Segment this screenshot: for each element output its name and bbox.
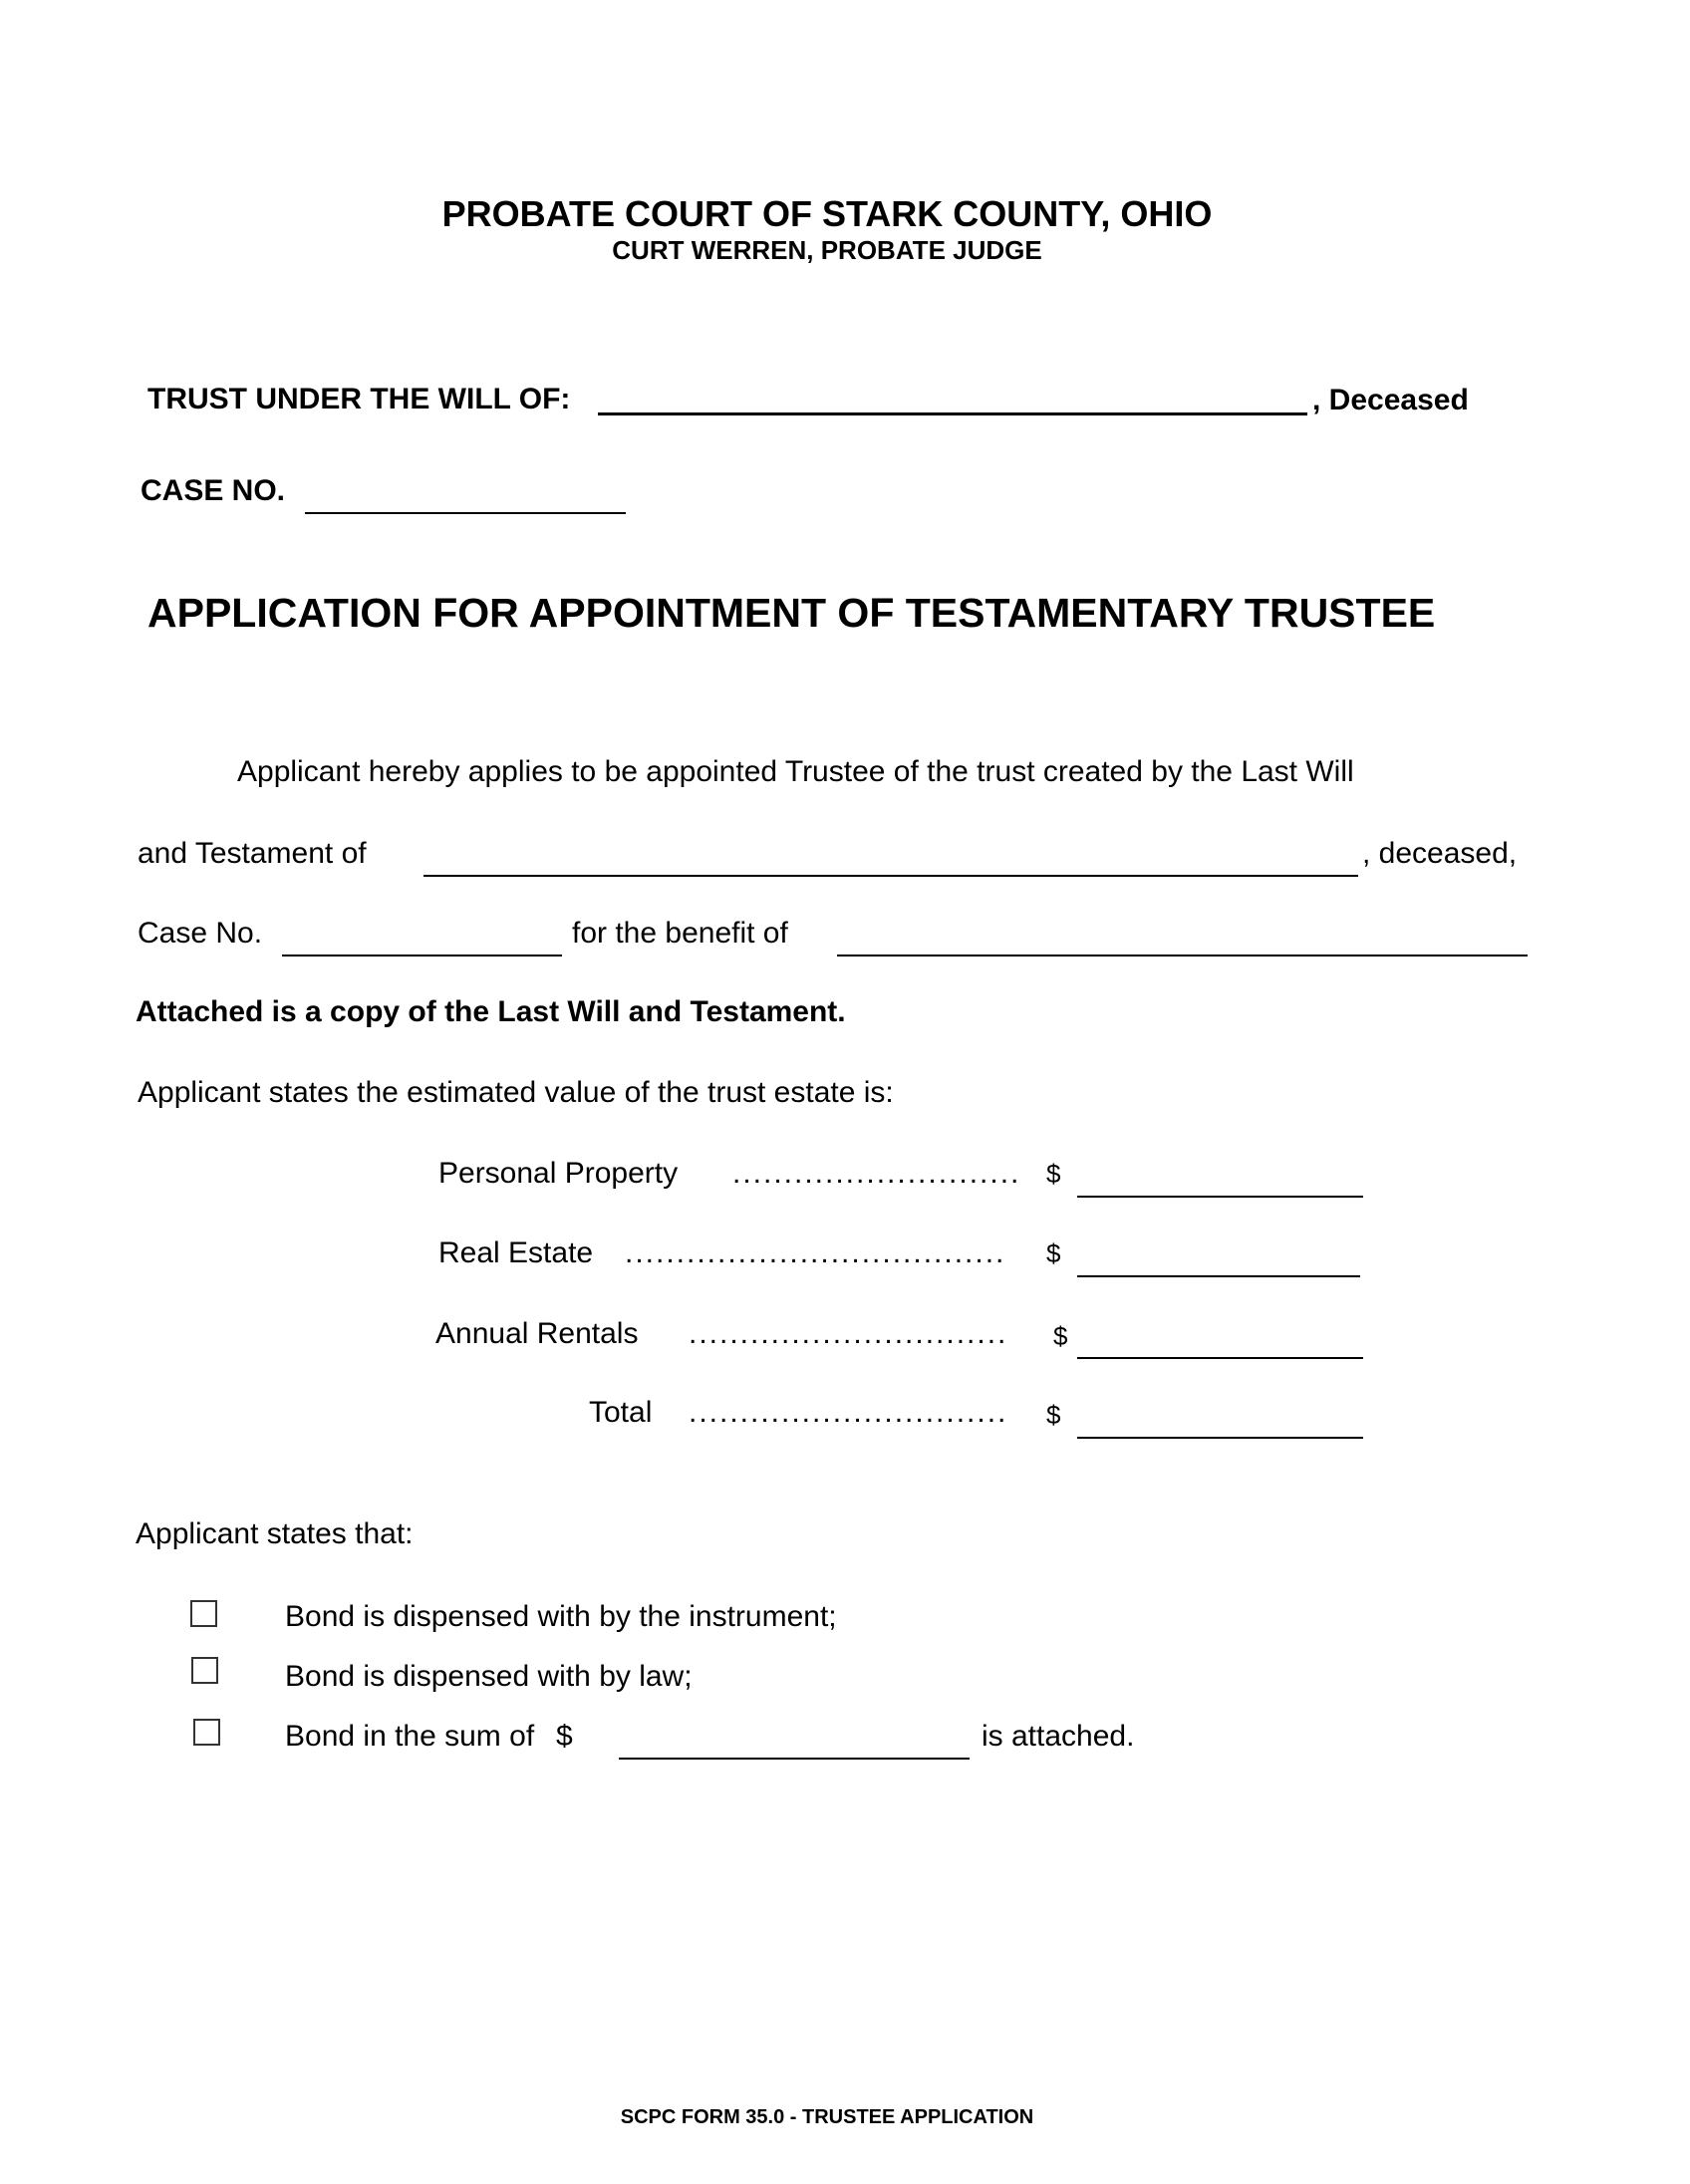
judge-name: CURT WERREN, PROBATE JUDGE <box>612 235 1042 265</box>
trust-name-underline <box>598 412 1307 415</box>
form-footer: SCPC FORM 35.0 - TRUSTEE APPLICATION <box>620 2106 1034 2128</box>
total-leader: ............................... <box>689 1396 1008 1429</box>
personal-property-underline <box>1077 1196 1363 1198</box>
beneficiary-field[interactable] <box>837 919 1528 955</box>
attached-will-note: Attached is a copy of the Last Will and Testament. <box>136 995 846 1028</box>
total-field[interactable] <box>1077 1401 1363 1437</box>
real-estate-field[interactable] <box>1077 1239 1360 1275</box>
bond-option-law-label: Bond is dispensed with by law; <box>285 1660 693 1693</box>
personal-property-leader: ............................ <box>732 1157 1021 1190</box>
testator-name-underline <box>423 875 1358 877</box>
trust-name-field[interactable] <box>598 381 1307 414</box>
case-no-underline <box>305 512 626 514</box>
benefit-of-label: for the benefit of <box>572 917 788 950</box>
trust-under-will-label: TRUST UNDER THE WILL OF: <box>147 383 571 415</box>
bond-sum-currency: $ <box>556 1720 573 1753</box>
testament-of-label: and Testament of <box>138 837 367 870</box>
application-paragraph-line1: Applicant hereby applies to be appointed Trustee of the trust created by the Last Will <box>237 755 1354 788</box>
real-estate-label: Real Estate <box>438 1236 594 1269</box>
bond-sum-underline <box>619 1758 970 1760</box>
bond-attached-label: is attached. <box>982 1720 1135 1753</box>
annual-rentals-currency: $ <box>1053 1321 1068 1351</box>
bond-intro: Applicant states that: <box>136 1517 414 1550</box>
personal-property-currency: $ <box>1046 1159 1061 1189</box>
total-currency: $ <box>1046 1400 1061 1430</box>
beneficiary-underline <box>837 955 1528 956</box>
total-label: Total <box>589 1396 653 1429</box>
real-estate-leader: ..................................... <box>625 1236 1006 1269</box>
body-case-no-field[interactable] <box>282 919 562 955</box>
real-estate-currency: $ <box>1046 1238 1061 1268</box>
body-case-no-underline <box>282 955 562 956</box>
bond-sum-label: Bond in the sum of <box>285 1720 535 1753</box>
court-title: PROBATE COURT OF STARK COUNTY, OHIO <box>441 193 1213 234</box>
real-estate-underline <box>1077 1275 1360 1277</box>
form-title: APPLICATION FOR APPOINTMENT OF TESTAMENTARY TRUSTEE <box>147 590 1436 636</box>
body-case-no-label: Case No. <box>138 917 263 950</box>
annual-rentals-field[interactable] <box>1077 1321 1363 1357</box>
case-no-field[interactable] <box>305 476 626 512</box>
bond-sum-checkbox[interactable] <box>193 1719 220 1746</box>
total-underline <box>1077 1437 1363 1439</box>
case-no-label: CASE NO. <box>141 474 286 507</box>
annual-rentals-label: Annual Rentals <box>435 1317 639 1350</box>
bond-dispensed-law-checkbox[interactable] <box>191 1657 218 1684</box>
testator-name-field[interactable] <box>423 839 1358 875</box>
deceased-label: , Deceased <box>1312 384 1469 416</box>
personal-property-label: Personal Property <box>438 1157 679 1190</box>
bond-option-instrument-label: Bond is dispensed with by the instrument; <box>285 1600 837 1633</box>
deceased-suffix: , deceased, <box>1362 837 1518 870</box>
personal-property-field[interactable] <box>1077 1160 1363 1196</box>
annual-rentals-underline <box>1077 1357 1363 1359</box>
bond-dispensed-instrument-checkbox[interactable] <box>190 1600 217 1627</box>
bond-sum-field[interactable] <box>619 1722 970 1758</box>
estimate-intro: Applicant states the estimated value of the trust estate is: <box>138 1076 894 1109</box>
annual-rentals-leader: ............................... <box>689 1317 1008 1350</box>
